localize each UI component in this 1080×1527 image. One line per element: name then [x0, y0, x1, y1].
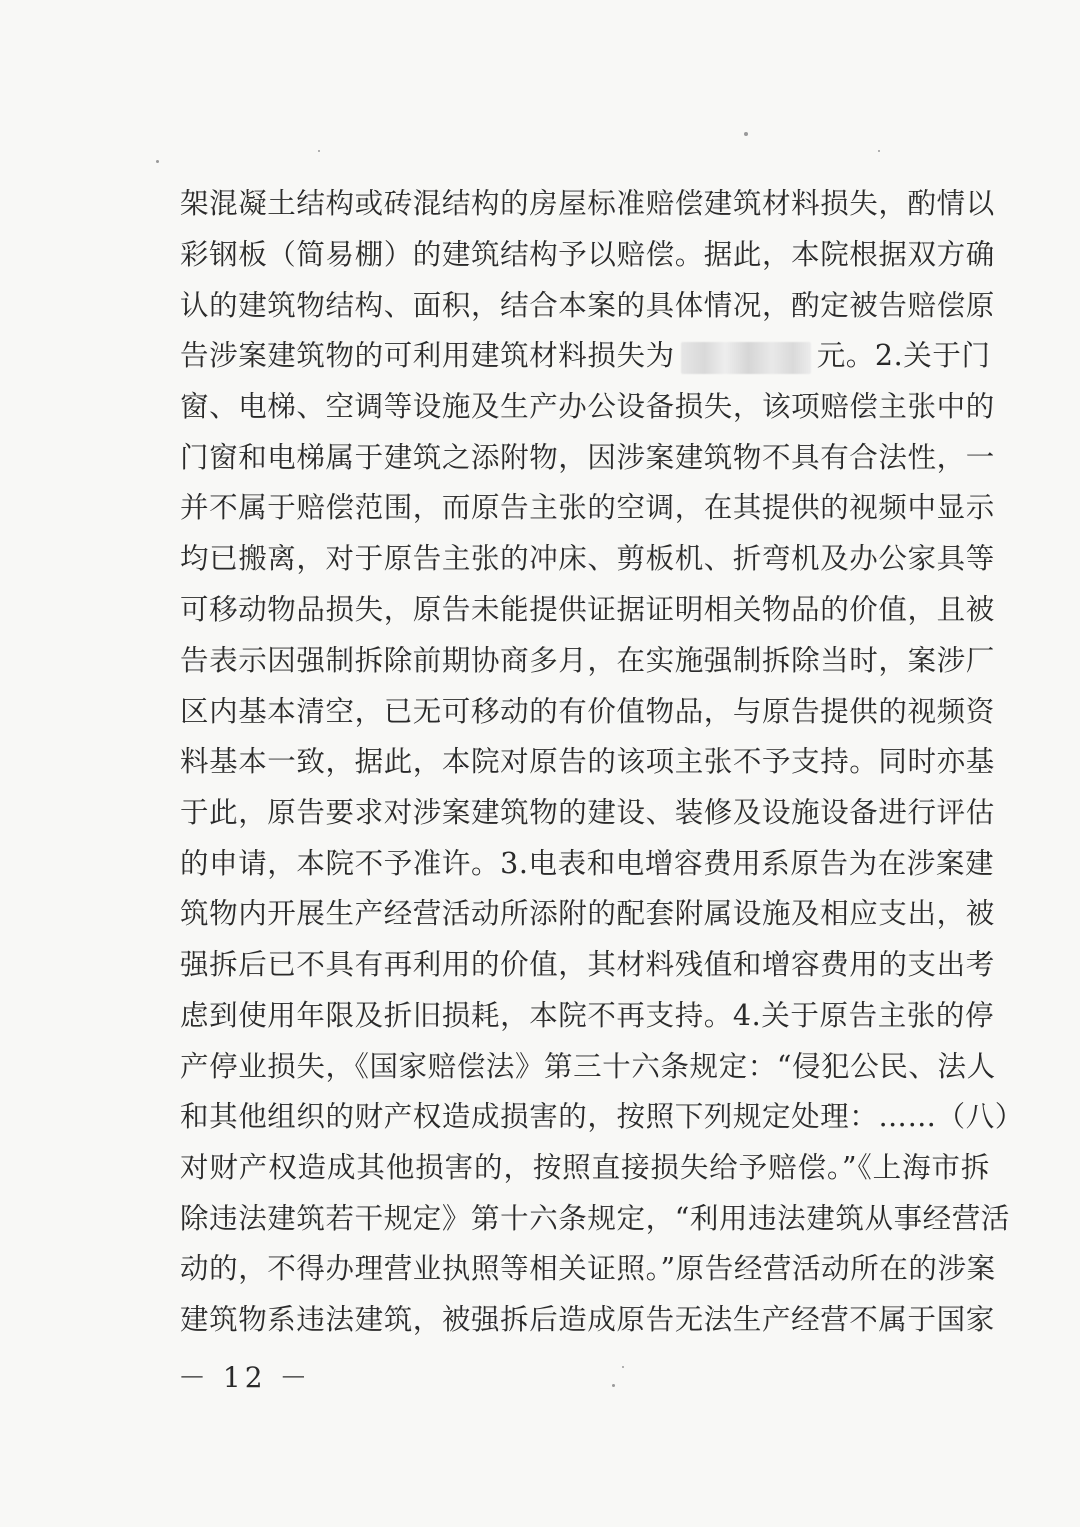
scan-speck [744, 132, 748, 136]
text-line-with-redaction [180, 336, 990, 376]
text-line: 虑到使用年限及折旧损耗，本院不再支持。4.关于原告主张的停 [180, 999, 995, 1032]
scan-speck [622, 1366, 624, 1368]
text-line: 产停业损失，《国家赔偿法》第三十六条规定：“侵犯公民、法人 [180, 1050, 996, 1083]
text-line: 可移动物品损失，原告未能提供证据证明相关物品的价值，且被 [180, 593, 995, 626]
text-line: 认的建筑物结构、面积，结合本案的具体情况，酌定被告赔偿原 [180, 289, 995, 322]
text-line: 强拆后已不具有再利用的价值，其材料残值和增容费用的支出考 [180, 948, 995, 981]
page-number: － 12 － [178, 1361, 312, 1394]
text-line: 筑物内开展生产经营活动所添附的配套附属设施及相应支出，被 [180, 897, 995, 930]
text-line: 建筑物系违法建筑，被强拆后造成原告无法生产经营不属于国家 [180, 1303, 995, 1336]
text-line: 于此，原告要求对涉案建筑物的建设、装修及设施设备进行评估 [180, 796, 995, 829]
redacted-amount [681, 342, 811, 374]
text-line: 窗、电梯、空调等设施及生产办公设备损失，该项赔偿主张中的 [180, 390, 995, 423]
text-after-redaction: 元。2.关于门 [816, 339, 991, 372]
text-line: 除违法建筑若干规定》第十六条规定，“利用违法建筑从事经营活 [180, 1202, 1010, 1235]
text-line: 和其他组织的财产权造成损害的，按照下列规定处理：……（八） [180, 1100, 1024, 1133]
text-line: 对财产权造成其他损害的，按照直接损失给予赔偿。”《上海市拆 [180, 1151, 990, 1184]
scan-speck [878, 150, 880, 152]
text-line: 告表示因强制拆除前期协商多月，在实施强制拆除当时，案涉厂 [180, 644, 995, 677]
scan-speck [318, 150, 320, 152]
scan-speck [612, 1384, 615, 1387]
text-line: 区内基本清空，已无可移动的有价值物品，与原告提供的视频资 [180, 695, 995, 728]
text-line: 并不属于赔偿范围，而原告主张的空调，在其提供的视频中显示 [180, 491, 995, 524]
text-line: 料基本一致，据此，本院对原告的该项主张不予支持。同时亦基 [180, 745, 995, 778]
text-line: 均已搬离，对于原告主张的冲床、剪板机、折弯机及办公家具等 [180, 542, 995, 575]
text-line: 彩钢板（简易棚）的建筑结构予以赔偿。据此，本院根据双方确 [180, 238, 995, 271]
text-before-redaction: 告涉案建筑物的可利用建筑材料损失为 [180, 339, 675, 372]
text-line: 架混凝土结构或砖混结构的房屋标准赔偿建筑材料损失，酌情以 [180, 187, 995, 220]
scan-speck [156, 160, 159, 163]
text-line: 的申请，本院不予准许。3.电表和电增容费用系原告为在涉案建 [180, 847, 995, 880]
text-line: 门窗和电梯属于建筑之添附物，因涉案建筑物不具有合法性，一 [180, 441, 995, 474]
text-line: 动的，不得办理营业执照等相关证照。”原告经营活动所在的涉案 [180, 1252, 996, 1285]
